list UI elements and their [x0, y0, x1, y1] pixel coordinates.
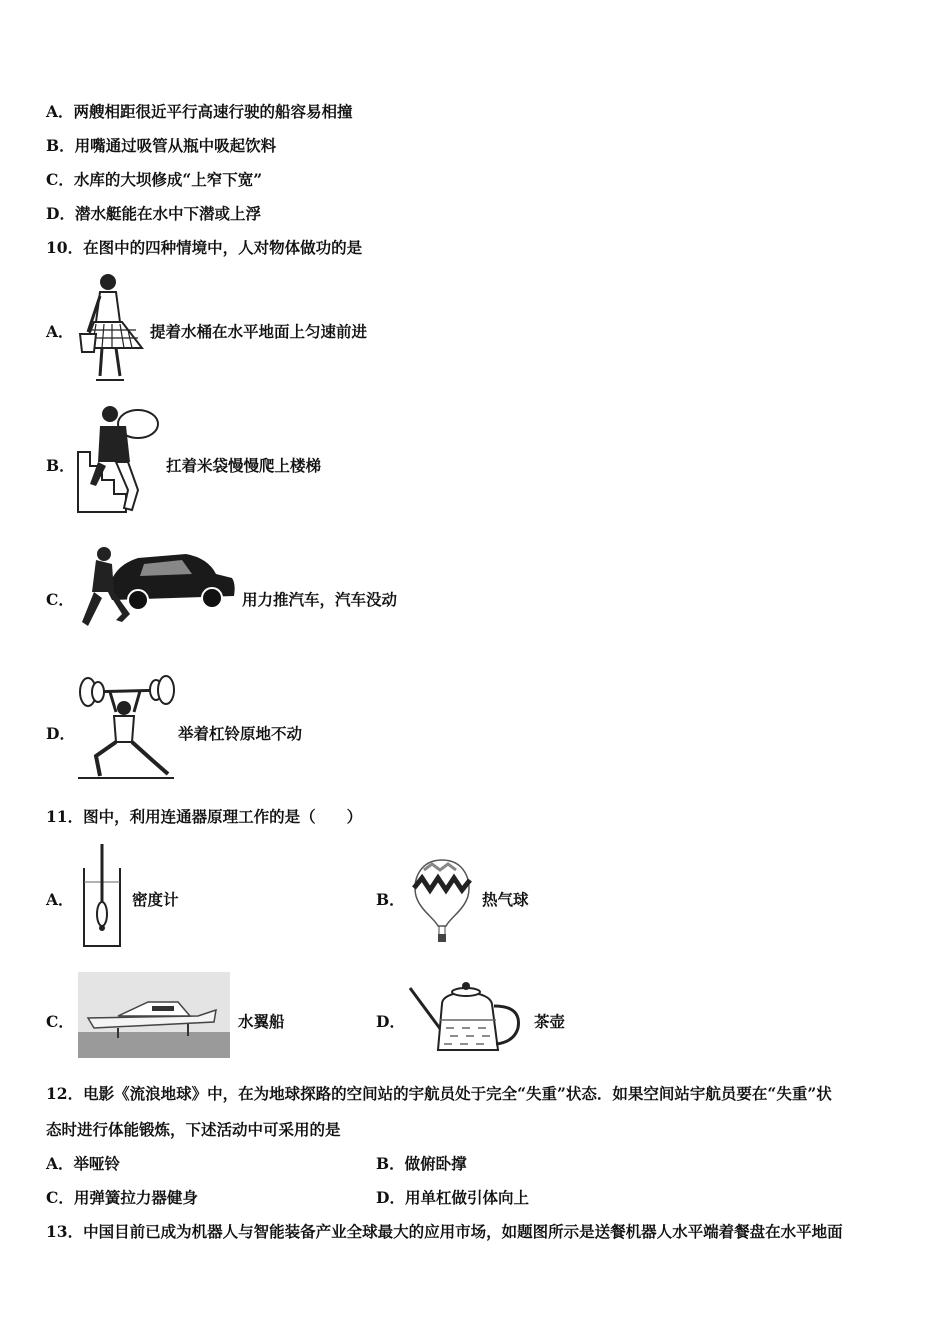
q12-stem-line1: 12．电影《流浪地球》中，在为地球探路的空间站的宇航员处于完全“失重”状态．如果空间站宇航员要在“失重”状	[46, 1084, 832, 1103]
man-pushing-car-icon	[78, 544, 238, 632]
q9-option-c: C．水库的大坝修成“上窄下宽”	[46, 170, 263, 189]
q11-option-d-label: D．	[376, 1012, 405, 1031]
man-carrying-rice-bag-icon	[76, 404, 162, 516]
q10-stem: 10．在图中的四种情境中，人对物体做功的是	[46, 238, 363, 257]
q12-option-c: C．用弹簧拉力器健身	[46, 1188, 198, 1207]
q11-stem: 11．图中，利用连通器原理工作的是（ ）	[46, 807, 363, 826]
q9-option-b: B．用嘴通过吸管从瓶中吸起饮料	[46, 136, 277, 155]
hot-air-balloon-icon	[410, 858, 474, 948]
q11-option-c-text: 水翼船	[238, 1012, 285, 1031]
q13-stem: 13．中国目前已成为机器人与智能装备产业全球最大的应用市场，如题图所示是送餐机器人水平端着餐盘在水平地面	[46, 1222, 843, 1241]
q9-option-d: D．潜水艇能在水中下潜或上浮	[46, 204, 261, 223]
q12-option-d: D．用单杠做引体向上	[376, 1188, 529, 1207]
q11-option-a-label: A．	[46, 890, 74, 909]
q12-stem-line2: 态时进行体能锻炼，下述活动中可采用的是	[46, 1120, 341, 1139]
q10-option-d-text: 举着杠铃原地不动	[178, 724, 303, 743]
q10-option-b-label: B．	[46, 456, 75, 475]
teapot-icon	[408, 976, 526, 1058]
q11-option-b-label: B．	[376, 890, 405, 909]
q9-option-a: A．两艘相距很近平行高速行驶的船容易相撞	[46, 102, 353, 121]
q12-option-a: A．举哑铃	[46, 1154, 121, 1173]
q10-option-a-text: 提着水桶在水平地面上匀速前进	[150, 322, 368, 341]
q11-option-c-label: C．	[46, 1012, 74, 1031]
q11-option-b-text: 热气球	[482, 890, 529, 909]
q10-option-b-text: 扛着米袋慢慢爬上楼梯	[166, 456, 322, 475]
hydrometer-icon	[80, 842, 124, 950]
q10-option-a-label: A．	[46, 322, 74, 341]
hydrofoil-boat-icon	[78, 972, 230, 1058]
weightlifter-icon	[76, 672, 176, 782]
q10-option-c-label: C．	[46, 590, 74, 609]
q11-option-d-text: 茶壶	[534, 1012, 566, 1031]
q12-option-b: B．做俯卧撑	[376, 1154, 467, 1173]
q11-option-a-text: 密度计	[132, 890, 179, 909]
q10-option-c-text: 用力推汽车，汽车没动	[242, 590, 398, 609]
q10-option-d-label: D．	[46, 724, 75, 743]
woman-carrying-bucket-icon	[78, 272, 144, 384]
